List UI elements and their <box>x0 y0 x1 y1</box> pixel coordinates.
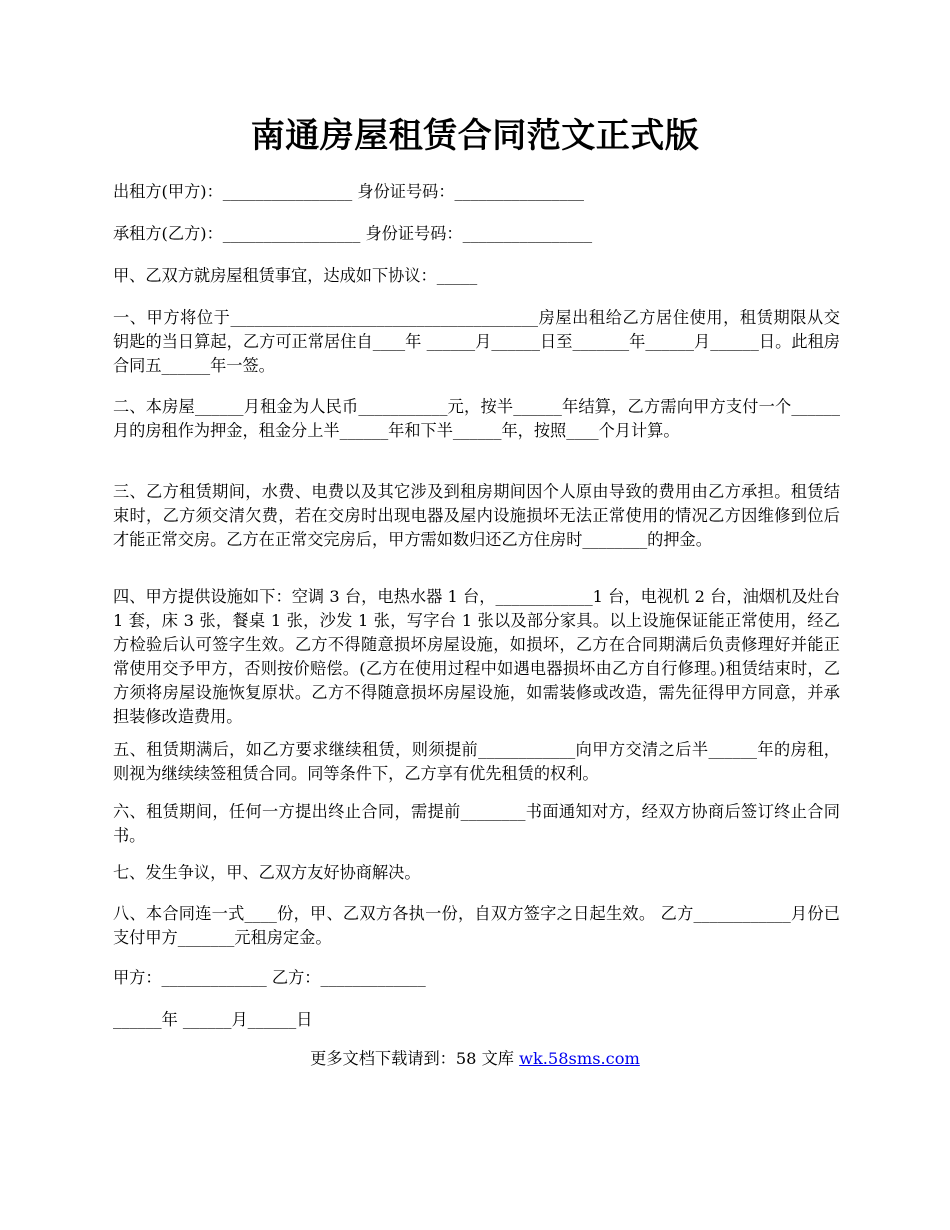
clause-6: 六、租赁期间，任何一方提出终止合同，需提前________书面通知对方，经双方协商后签订终止合同书。 <box>113 802 840 845</box>
signature-line: 甲方：_____________ 乙方：_____________ <box>113 968 426 987</box>
lessee-line: 承租方(乙方)：_________________ 身份证号码：________________ <box>113 224 593 243</box>
clause-7: 七、发生争议，甲、乙双方友好协商解决。 <box>113 863 421 882</box>
date-line: ______年 ______月______日 <box>113 1010 313 1029</box>
footer <box>0 1047 950 1071</box>
clause-8: 八、本合同连一式____份，甲、乙双方各执一份，自双方签字之日起生效。 乙方____________月份已支付甲方_______元租房定金。 <box>113 904 840 947</box>
clause-3: 三、乙方租赁期间，水费、电费以及其它涉及到租房期间因个人原由导致的费用由乙方承担。租赁结束时，乙方须交清欠费，若在交房时出现电器及屋内设施损坏无法正常使用的情况乙方因维修到位后才能正常交房。乙方在正常交完房后，甲方需如数归还乙方住房时________的押金。 <box>113 482 840 549</box>
lessor-line: 出租方(甲方)：________________ 身份证号码：________________ <box>113 182 585 201</box>
agreement-intro: 甲、乙双方就房屋租赁事宜，达成如下协议：_____ <box>113 266 478 285</box>
clause-5: 五、租赁期满后，如乙方要求继续租赁，则须提前____________向甲方交清之后半______年的房租，则视为继续续签租赁合同。同等条件下，乙方享有优先租赁的权利。 <box>113 740 840 783</box>
clause-1: 一、甲方将位于______________________________________房屋出租给乙方居住使用，租赁期限从交钥匙的当日算起，乙方可正常居住自____年 ______月______日至_______年______月______日。此租房合同五______年一签。 <box>113 308 840 375</box>
document-title: 南通房屋租赁合同范文正式版 <box>250 116 700 156</box>
clause-4: 四、甲方提供设施如下：空调 3 台，电热水器 1 台，____________1 台，电视机 2 台，油烟机及灶台 1 套，床 3 张，餐桌 1 张，沙发 1 张，写字台 1 张以及部分家具。以上设施保证能正常使用，经乙方检验后认可签字生效。乙方不得随意损坏房屋设施，如损坏，乙方在合同期满后负责修理好并能正常使用交予甲方，否则按价赔偿。(乙方在使用过程中如遇电器损坏由乙方自行修理。)租赁结束时，乙方须将房屋设施恢复原状。乙方不得随意损坏房屋设施，如需装修或改造，需先征得甲方同意，并承担装修改造费用。 <box>113 587 840 726</box>
clause-2: 二、本房屋______月租金为人民币___________元，按半______年结算，乙方需向甲方支付一个______月的房租作为押金，租金分上半______年和下半______年，按照____个月计算。 <box>113 397 840 440</box>
footer-text: 更多文档下载请到：58 文库 <box>310 1049 520 1068</box>
footer-link[interactable]: wk.58sms.com <box>519 1049 640 1068</box>
